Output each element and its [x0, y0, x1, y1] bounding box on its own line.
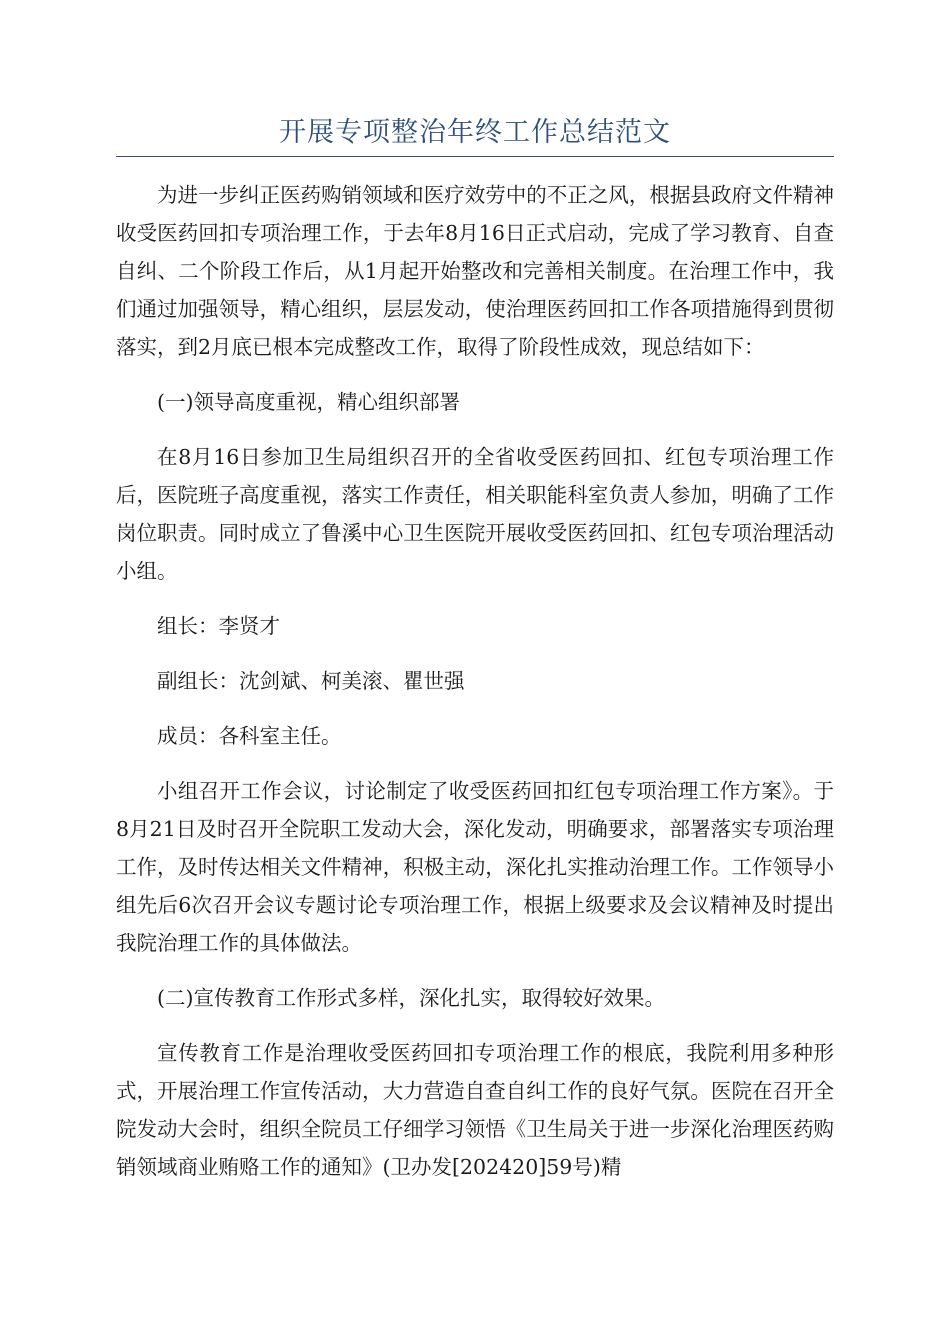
document-title: 开展专项整治年终工作总结范文 [279, 117, 671, 148]
section-heading-1: (一)领导高度重视，精心组织部署 [157, 390, 460, 414]
paragraph-deputy-leaders: 副组长：沈剑斌、柯美滚、瞿世强 [157, 669, 465, 693]
paragraph-intro: 为进一步纠正医药购销领域和医疗效劳中的不正之风，根据县政府文件精神收受医药回扣专项治理工作，于去年8月16日正式启动，完成了学习教育、自查自纠、二个阶段工作后，从1月起开始整改和完善相关制度。在治理工作中，我们通过加强领导，精心组织，层层发动，使治理医药回扣工作各项措施得到贯彻落实，到2月底已根本完成整改工作，取得了阶段性成效，现总结如下： [116, 183, 834, 359]
title-block [116, 110, 834, 157]
paragraph-meetings: 小组召开工作会议，讨论制定了收受医药回扣红包专项治理工作方案》。于8月21日及时召开全院职工发动大会，深化发动，明确要求，部署落实专项治理工作，及时传达相关文件精神，积极主动，深化扎实推动治理工作。工作领导小组先后6次召开会议专题讨论专项治理工作，根据上级要求及会议精神及时提出我院治理工作的具体做法。 [116, 779, 834, 955]
paragraph-team-leader: 组长：李贤才 [157, 614, 280, 638]
section-heading-2: (二)宣传教育工作形式多样，深化扎实，取得较好效果。 [157, 986, 665, 1010]
document-body [116, 176, 834, 1203]
paragraph-leadership: 在8月16日参加卫生局组织召开的全省收受医药回扣、红包专项治理工作后，医院班子高度重视，落实工作责任，相关职能科室负责人参加，明确了工作岗位职责。同时成立了鲁溪中心卫生医院开展收受医药回扣、红包专项治理活动小组。 [116, 445, 834, 583]
paragraph-members: 成员：各科室主任。 [157, 724, 342, 748]
paragraph-education: 宣传教育工作是治理收受医药回扣专项治理工作的根底，我院利用多种形式，开展治理工作宣传活动，大力营造自查自纠工作的良好气氛。医院在召开全院发动大会时，组织全院员工仔细学习领悟《卫生局关于进一步深化治理医药购销领域商业贿赂工作的通知》(卫办发[202420]59号)精 [116, 1041, 834, 1179]
